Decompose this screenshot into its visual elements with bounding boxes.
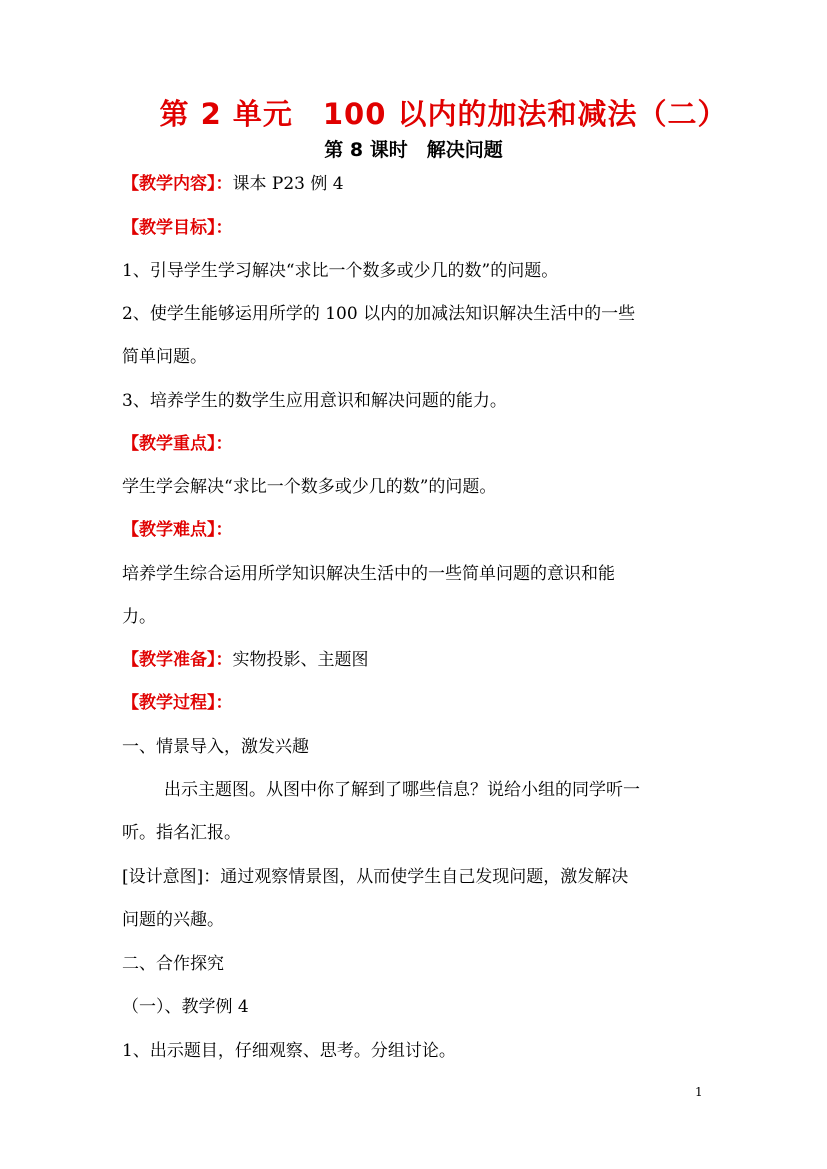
key-text: 学生学会解决“求比一个数多或少几的数”的问题。 (122, 477, 497, 497)
key-line (122, 432, 233, 456)
process-label: 【教学过程】： (122, 693, 233, 713)
key-label: 【教学重点】： (122, 434, 233, 454)
prep-label: 【教学准备】： (122, 650, 233, 670)
goals-line (122, 216, 233, 240)
step1-text-1: 出示主题图。从图中你了解到了哪些信息？说给小组的同学听一 (164, 780, 640, 800)
step1-text-2: 听。指名汇报。 (122, 823, 241, 843)
goal-2-line-1: 2、使学生能够运用所学的 100 以内的加减法知识解决生活中的一些 (122, 304, 636, 324)
content-value: 课本 P23 例 4 (232, 174, 344, 194)
process-line (122, 691, 233, 715)
step1-heading: 一、情景导入，激发兴趣 (122, 737, 309, 757)
sub-heading: （一）、教学例 4 (122, 997, 249, 1017)
unit-title: 第 2 单元 100 以内的加法和减法（二） (159, 97, 728, 131)
difficulty-text-1: 培养学生综合运用所学知识解决生活中的一些简单问题的意识和能 (122, 564, 615, 584)
content-label: 【教学内容】： (122, 174, 233, 194)
difficulty-label: 【教学难点】： (122, 520, 233, 540)
goals-label: 【教学目标】： (122, 218, 233, 238)
goal-3: 3、培养学生的数学生应用意识和解决问题的能力。 (122, 391, 507, 411)
prep-line (122, 648, 369, 672)
step2-heading: 二、合作探究 (122, 954, 224, 974)
lesson-title: 第 8 课时 解决问题 (324, 139, 503, 161)
goal-2-line-2: 简单问题。 (122, 347, 207, 367)
content-line (122, 172, 344, 196)
prep-value: 实物投影、主题图 (232, 650, 369, 670)
page-number: 1 (695, 1085, 703, 1099)
item-1: 1、出示题目，仔细观察、思考。分组讨论。 (122, 1041, 456, 1061)
design-text-2: 问题的兴趣。 (122, 910, 224, 930)
design-text-1: [设计意图]：通过观察情景图，从而使学生自己发现问题，激发解决 (122, 867, 629, 887)
difficulty-line (122, 518, 233, 542)
difficulty-text-2: 力。 (122, 607, 156, 627)
goal-1: 1、引导学生学习解决“求比一个数多或少几的数”的问题。 (122, 261, 559, 281)
